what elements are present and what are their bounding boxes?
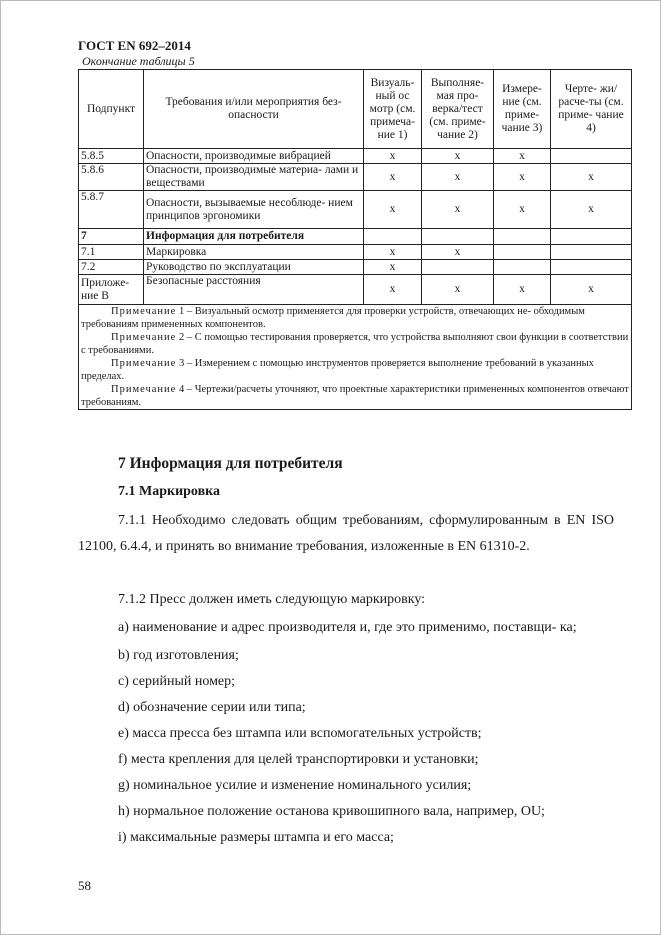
- requirements-table: [78, 69, 632, 410]
- cell-sub: 5.8.7: [79, 191, 144, 229]
- list-item-b: b) год изготовления;: [118, 648, 239, 663]
- header-visual: Визуаль- ный ос мотр (см. примеча- ние 1): [364, 70, 422, 149]
- note-label: Примечание: [111, 306, 177, 317]
- table-row: [79, 149, 632, 164]
- cell-c3: [494, 260, 551, 275]
- marking-list: [78, 615, 614, 851]
- list-item-g: g) номинальное усилие и изменение номинального усилия;: [118, 778, 472, 793]
- header-measurement: Измере- ние (см. приме- чание 3): [494, 70, 551, 149]
- table-continuation-label: Окончание таблицы 5: [82, 54, 195, 68]
- cell-c3: x: [494, 149, 551, 164]
- header-drawings: Черте- жи/расче-ты (см. приме- чание 4): [551, 70, 632, 149]
- cell-c2: x: [422, 245, 494, 260]
- cell-c1: x: [364, 275, 422, 305]
- cell-c2: x: [422, 191, 494, 229]
- note-label: Примечание: [111, 384, 177, 395]
- cell-req: Опасности, вызываемые несоблюде- нием принципов эргономики: [144, 191, 364, 229]
- list-item-e: e) масса пресса без штампа или вспомогательных устройств;: [118, 726, 482, 741]
- cell-c2: x: [422, 275, 494, 305]
- cell-c2: [422, 229, 494, 245]
- cell-c1: x: [364, 149, 422, 164]
- table-row: [79, 229, 632, 245]
- header-test: Выполняе- мая про- верка/тест (см. приме- чание 2): [422, 70, 494, 149]
- cell-c1: x: [364, 191, 422, 229]
- table-row: [79, 260, 632, 275]
- cell-c1: [364, 229, 422, 245]
- cell-c3: [494, 245, 551, 260]
- note-label: Примечание: [111, 358, 177, 369]
- cell-c1: x: [364, 260, 422, 275]
- list-item-i: i) максимальные размеры штампа и его масса;: [118, 830, 394, 845]
- cell-c4: [551, 149, 632, 164]
- header-requirements: Требования и/или мероприятия без- опасности: [144, 70, 364, 149]
- cell-c2: x: [422, 164, 494, 191]
- table-row: [79, 191, 632, 229]
- cell-c4: [551, 245, 632, 260]
- note-text: 1 – Визуальный осмотр применяется для проверки устройств, отвечающих не- обходимым требованиям примененных компонентов.: [81, 306, 585, 330]
- cell-sub: 7.2: [79, 260, 144, 275]
- cell-c2: [422, 260, 494, 275]
- cell-sub: 5.8.6: [79, 164, 144, 191]
- cell-req: Информация для потребителя: [144, 229, 364, 245]
- table-row: [79, 275, 632, 305]
- note-label: Примечание: [111, 332, 177, 343]
- cell-c3: [494, 229, 551, 245]
- cell-c4: x: [551, 275, 632, 305]
- body-text: [78, 508, 614, 560]
- cell-req: Опасности, производимые материа- лами и веществами: [144, 164, 364, 191]
- paragraph-7-1-2: 7.1.2 Пресс должен иметь следующую маркировку:: [118, 592, 426, 607]
- note-2: [81, 331, 629, 357]
- note-text: 2 – С помощью тестирования проверяется, что устройства выполняют свои функции в соответствии с требованиями.: [81, 332, 629, 356]
- cell-c1: x: [364, 245, 422, 260]
- cell-c4: [551, 260, 632, 275]
- cell-sub: 5.8.5: [79, 149, 144, 164]
- cell-c1: x: [364, 164, 422, 191]
- note-4: [81, 383, 629, 409]
- list-item-h: h) нормальное положение останова кривошипного вала, например, OU;: [118, 804, 545, 819]
- paragraph-7-1-1: 7.1.1 Необходимо следовать общим требованиям, сформулированным в EN ISO 12100, 6.4.4, и принять во внимание требования, изложенные в EN 61310-2.: [78, 513, 614, 554]
- cell-c4: x: [551, 191, 632, 229]
- page-number: 58: [78, 878, 91, 893]
- note-text: 3 – Измерением с помощью инструментов проверяется выполнение требований в указанных пределах.: [81, 358, 594, 382]
- cell-c3: x: [494, 275, 551, 305]
- cell-c2: x: [422, 149, 494, 164]
- cell-sub: 7.1: [79, 245, 144, 260]
- table-row: [79, 164, 632, 191]
- cell-c4: x: [551, 164, 632, 191]
- list-item-c: c) серийный номер;: [118, 674, 236, 689]
- cell-req: Безопасные расстояния: [144, 275, 364, 305]
- list-item-d: d) обозначение серии или типа;: [118, 700, 306, 715]
- header-subclause: Подпункт: [79, 70, 144, 149]
- cell-req: Опасности, производимые вибрацией: [144, 149, 364, 164]
- cell-c3: x: [494, 164, 551, 191]
- subsection-title: 7.1 Маркировка: [118, 484, 220, 499]
- note-1: [81, 305, 629, 331]
- cell-sub: 7: [79, 229, 144, 245]
- cell-req: Руководство по эксплуатации: [144, 260, 364, 275]
- table-row: [79, 245, 632, 260]
- note-3: [81, 357, 629, 383]
- section-title: 7 Информация для потребителя: [118, 455, 343, 472]
- cell-sub: Приложе- ние B: [79, 275, 144, 305]
- note-text: 4 – Чертежи/расчеты уточняют, что проектные характеристики примененных компонентов отвечают требованиям.: [81, 384, 629, 408]
- table-notes: [79, 305, 632, 410]
- standard-designation: ГОСТ EN 692–2014: [78, 38, 191, 53]
- cell-req: Маркировка: [144, 245, 364, 260]
- body-text-2: [78, 587, 614, 613]
- list-item-f: f) места крепления для целей транспортировки и установки;: [118, 752, 479, 767]
- cell-c3: x: [494, 191, 551, 229]
- cell-c4: [551, 229, 632, 245]
- list-item-a: a) наименование и адрес производителя и, где это применимо, поставщи- ка;: [118, 620, 577, 635]
